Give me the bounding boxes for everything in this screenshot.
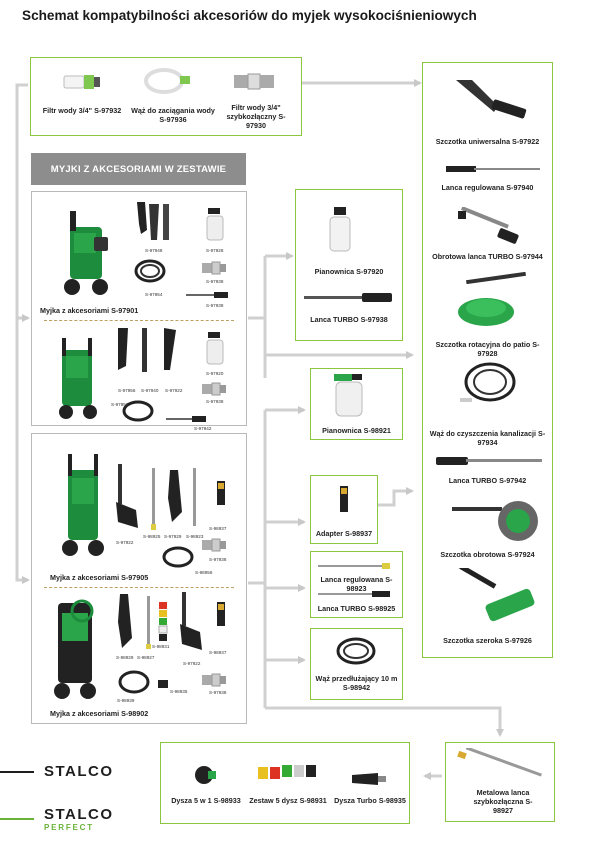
hose-image	[160, 544, 196, 570]
mid-item-label: Pianownica S-98921	[322, 426, 391, 435]
nozzle-set-image	[156, 600, 170, 642]
turbo-lance-image	[436, 455, 544, 467]
part-code: S-97922	[116, 540, 134, 545]
pressure-washer-image	[56, 452, 108, 566]
part-code: S-97942	[194, 426, 212, 431]
part-code: S-97938	[206, 399, 224, 404]
wide-brush-image	[454, 568, 540, 628]
nozzle-image	[156, 678, 170, 690]
trigger-gun-image	[133, 200, 177, 244]
part-code: S-97940	[141, 388, 159, 393]
right-item-label: Lanca TURBO S-97942	[448, 476, 527, 485]
nozzle-label: Dysza Turbo S-98935	[334, 796, 406, 805]
turbo-lance-image	[318, 590, 392, 598]
turbo-lance-image	[166, 415, 206, 423]
right-item-label: Wąż do czyszczenia kanalizacji S-97934	[429, 429, 546, 447]
turbo-lance-image	[304, 292, 394, 304]
pressure-washer-image	[42, 593, 106, 703]
kit-label: Myjka z akcesoriami S-97905	[50, 573, 149, 582]
right-item-label: Lanca regulowana S-97940	[441, 183, 534, 192]
connector-image	[200, 382, 228, 396]
part-code: S-98937	[209, 526, 227, 531]
part-code: S-98925	[143, 534, 161, 539]
lance-image	[318, 563, 392, 569]
brand-sub: PERFECT	[44, 823, 94, 832]
brand-name: STALCO	[44, 763, 114, 780]
part-code: S-98937	[209, 650, 227, 655]
rotary-brush-image	[448, 497, 544, 545]
quick-filter-image	[232, 70, 278, 92]
hose-image	[116, 668, 152, 696]
universal-brush-image	[452, 76, 528, 120]
right-item-label: Szczotka obrotowa S-97924	[440, 550, 535, 559]
section-banner: MYJKI Z AKCESORIAMI W ZESTAWIE	[31, 153, 246, 185]
mid-item-label: Pianownica S-97920	[314, 267, 384, 276]
part-code: S-97922	[165, 388, 183, 393]
lance-image	[143, 594, 153, 650]
nozzle-set-image	[256, 763, 320, 781]
lance-image	[148, 466, 158, 532]
page-title: Schemat kompatybilności akcesoriów do myjek wysokociśnieniowych	[22, 8, 477, 23]
turbo-nozzle-image	[350, 772, 390, 786]
hose-image	[132, 256, 168, 286]
group-divider	[44, 587, 234, 588]
kit-label: Myjka z akcesoriami S-98902	[50, 709, 149, 718]
part-code: S-97922	[183, 661, 201, 666]
turbo-lance-image	[186, 291, 228, 299]
right-item-label: Szczotka rotacyjna do patio S-97928	[435, 340, 540, 358]
part-code: S-98923	[186, 534, 204, 539]
brush-image	[112, 462, 142, 532]
part-code: S-97948	[145, 248, 163, 253]
foam-bottle-image	[204, 206, 226, 242]
lance-image	[190, 466, 198, 530]
part-code: S-98927	[137, 655, 155, 660]
part-code: S-97929	[164, 534, 182, 539]
mid-item-label: Lanca TURBO S-97938	[310, 315, 388, 324]
part-code: S-97928	[206, 248, 224, 253]
foam-bottle-image	[326, 205, 354, 253]
water-filter-image	[62, 70, 102, 92]
adapter-image	[214, 600, 228, 628]
mid-item-label: Lanca regulowana S-98923	[320, 575, 393, 593]
group-divider	[44, 320, 234, 321]
adjustable-lance-image	[446, 164, 542, 174]
patio-cleaner-image	[450, 272, 530, 332]
kit-label: Myjka z akcesoriami S-97901	[40, 306, 139, 315]
logo-underline	[0, 818, 34, 820]
brush-image	[176, 590, 206, 652]
foam-cannon-image	[326, 372, 374, 418]
pressure-washer-image	[56, 207, 114, 299]
hose-image	[334, 634, 378, 668]
connector-image	[200, 538, 228, 552]
adapter-image	[337, 484, 351, 514]
trigger-gun-image	[114, 592, 140, 652]
part-code: S-98956	[195, 570, 213, 575]
stalco-perfect-logo	[44, 806, 114, 823]
part-code: S-97952	[111, 402, 129, 407]
foam-bottle-image	[204, 330, 226, 366]
rotating-lance-image	[454, 207, 520, 249]
5in1-nozzle-image	[192, 764, 218, 786]
nozzle-label: Dysza 5 w 1 S-98933	[171, 796, 241, 805]
part-code: S-97920	[206, 371, 224, 376]
stalco-logo	[44, 763, 114, 780]
nozzle-label: Zestaw 5 dysz S-98931	[249, 796, 327, 805]
right-item-label: Szczotka uniwersalna S-97922	[435, 137, 540, 146]
part-code: S-98931	[152, 644, 170, 649]
part-code: S-97938	[209, 557, 227, 562]
connector-image	[200, 673, 228, 687]
part-code: S-98935	[170, 689, 188, 694]
trigger-gun-image	[164, 468, 188, 526]
right-item-label: Obrotowa lanca TURBO S-97944	[432, 252, 543, 261]
metal-lance-label: Metalowa lanca szybkozłączna S-98927	[473, 788, 533, 815]
part-code: S-97954	[145, 292, 163, 297]
top-item-label: Filtr wody 3/4" szybkozłączny S-97930	[226, 103, 286, 130]
part-code: S-97938	[206, 279, 224, 284]
top-item-label: Wąż do zaciągania wody S-97936	[131, 106, 215, 124]
part-code: S-97956	[118, 388, 136, 393]
pressure-washer-image	[52, 336, 102, 426]
intake-hose-image	[142, 66, 192, 96]
adapter-image	[214, 479, 228, 507]
logo-underline	[0, 771, 34, 773]
top-item-label: Filtr wody 3/4" S-97932	[42, 106, 122, 115]
brand-name: STALCO	[44, 806, 114, 823]
mid-item-label: Wąż przedłużający 10 m S-98942	[315, 674, 398, 692]
sewer-hose-image	[458, 360, 518, 406]
connector-image	[200, 261, 228, 275]
metal-lance-image	[454, 748, 550, 784]
mid-item-label: Adapter S-98937	[315, 529, 373, 538]
right-item-label: Szczotka szeroka S-97926	[443, 636, 532, 645]
mid-item-label: Lanca TURBO S-98925	[317, 604, 396, 613]
part-code: S-98939	[117, 698, 135, 703]
part-code: S-98929	[116, 655, 134, 660]
part-code: S-97938	[206, 303, 224, 308]
trigger-gun-image	[114, 326, 186, 376]
part-code: S-97938	[209, 690, 227, 695]
